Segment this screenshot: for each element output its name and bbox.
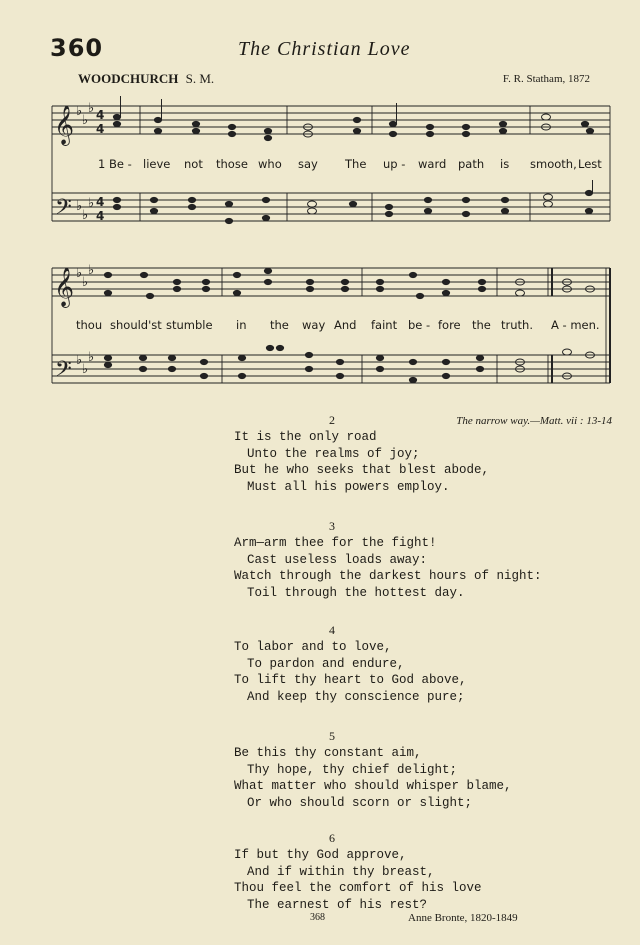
stanza-line: Must all his powers employ. [247, 479, 450, 494]
staff-bass-2 [52, 355, 610, 383]
svg-text:♭: ♭ [76, 104, 83, 119]
stanza-2 [234, 413, 489, 495]
lyric-syllable: who [258, 157, 282, 171]
lyric-syllable: is [500, 157, 510, 171]
svg-text:♭: ♭ [88, 263, 95, 278]
svg-text:♭: ♭ [76, 266, 83, 281]
stanza-line: And if within thy breast, [247, 864, 435, 879]
lyric-syllable: not [184, 157, 203, 171]
lyric-syllable: way [302, 318, 326, 332]
stanza-number: 6 [329, 831, 335, 845]
lyric-syllable: Lest [578, 157, 602, 171]
stanza-number: 4 [329, 623, 335, 637]
lyric-syllable: in [236, 318, 247, 332]
svg-text:♭: ♭ [82, 208, 89, 223]
stanza-number: 3 [329, 519, 335, 533]
composer-credit: F. R. Statham, 1872 [502, 73, 590, 85]
time-signature-bottom: 4 [96, 122, 105, 136]
lyric-syllable: fore [438, 318, 461, 332]
lyric-syllable: thou [76, 318, 103, 332]
author-attribution: Anne Bronte, 1820-1849 [408, 912, 518, 924]
stanza-line: But he who seeks that blest abode, [234, 463, 490, 477]
stanza-line: It is the only road [234, 430, 377, 444]
stanza-4 [234, 623, 467, 705]
stanza-line: Toil through the hottest day. [247, 585, 465, 600]
stanza-line: To labor and to love, [234, 640, 392, 654]
stanza-line: Unto the realms of joy; [247, 446, 420, 461]
stanza-3 [234, 519, 542, 601]
time-signature-top: 4 [96, 108, 105, 122]
stanza-5 [234, 729, 512, 811]
lyric-syllable: lieve [143, 157, 171, 171]
svg-text:♭: ♭ [82, 275, 89, 290]
scripture-reference: The narrow way.—Matt. vii : 13-14 [456, 415, 612, 427]
hymn-number: 360 [50, 34, 104, 62]
stanza-line: Or who should scorn or slight; [247, 795, 473, 810]
svg-text:♭: ♭ [76, 353, 83, 368]
lyric-syllable: smooth, [530, 157, 577, 171]
stanza-line: Be this thy constant aim, [234, 746, 422, 760]
time-signature-bass-top: 4 [96, 195, 105, 209]
staff-treble-1 [52, 106, 610, 134]
lyric-syllable: those [216, 157, 248, 171]
stanza-6 [234, 831, 482, 913]
svg-text:𝄢: 𝄢 [55, 195, 72, 225]
stanza-line: To pardon and endure, [247, 656, 405, 671]
svg-text:♭: ♭ [82, 113, 89, 128]
svg-text:𝄞: 𝄞 [54, 105, 75, 145]
lyric-syllable: truth. [501, 318, 533, 332]
stanza-line: If but thy God approve, [234, 848, 407, 862]
time-signature-bass-bottom: 4 [96, 209, 105, 223]
svg-text:𝄞: 𝄞 [54, 267, 75, 307]
svg-text:♭: ♭ [76, 199, 83, 214]
lyric-syllable: faint [371, 318, 398, 332]
svg-text:♭: ♭ [88, 101, 95, 116]
staff-treble-2 [52, 268, 610, 296]
stanza-line: To lift thy heart to God above, [234, 673, 467, 687]
lyric-syllable: the [472, 318, 491, 332]
svg-text:♭: ♭ [82, 362, 89, 377]
svg-text:𝄢: 𝄢 [55, 357, 72, 387]
lyric-syllable: path [458, 157, 485, 171]
lyric-syllable: 1 Be - [98, 157, 132, 171]
stanza-line: Watch through the darkest hours of night: [234, 569, 542, 583]
stanza-line: Arm—arm thee for the fight! [234, 536, 437, 550]
svg-text:♭: ♭ [88, 196, 95, 211]
section-title: The Christian Love [238, 38, 411, 60]
lyric-syllable: be - [408, 318, 431, 332]
lyric-syllable: say [298, 157, 318, 171]
svg-text:♭: ♭ [88, 350, 95, 365]
lyric-syllable: up - [383, 157, 406, 171]
page-number: 368 [310, 912, 325, 923]
lyric-syllable: should'st [110, 318, 162, 332]
staff-bass-1 [52, 193, 610, 221]
music-notation [0, 0, 640, 400]
stanza-line: What matter who should whisper blame, [234, 779, 512, 793]
lyric-syllable: The [345, 157, 367, 171]
lyric-syllable: the [270, 318, 289, 332]
stanza-number: 2 [329, 413, 335, 427]
lyric-syllable: A - men. [551, 318, 600, 332]
stanza-line: And keep thy conscience pure; [247, 689, 465, 704]
tune-name: WOODCHURCH [78, 71, 179, 86]
lyric-syllable: ward [418, 157, 447, 171]
tune-meter: S. M. [185, 71, 215, 86]
stanza-line: The earnest of his rest? [247, 897, 428, 912]
stanza-line: Thy hope, thy chief delight; [247, 762, 458, 777]
stanza-line: Cast useless loads away: [247, 552, 428, 567]
lyric-syllable: And [334, 318, 357, 332]
stanza-line: Thou feel the comfort of his love [234, 881, 482, 895]
stanza-number: 5 [329, 729, 335, 743]
lyric-syllable: stumble [166, 318, 213, 332]
